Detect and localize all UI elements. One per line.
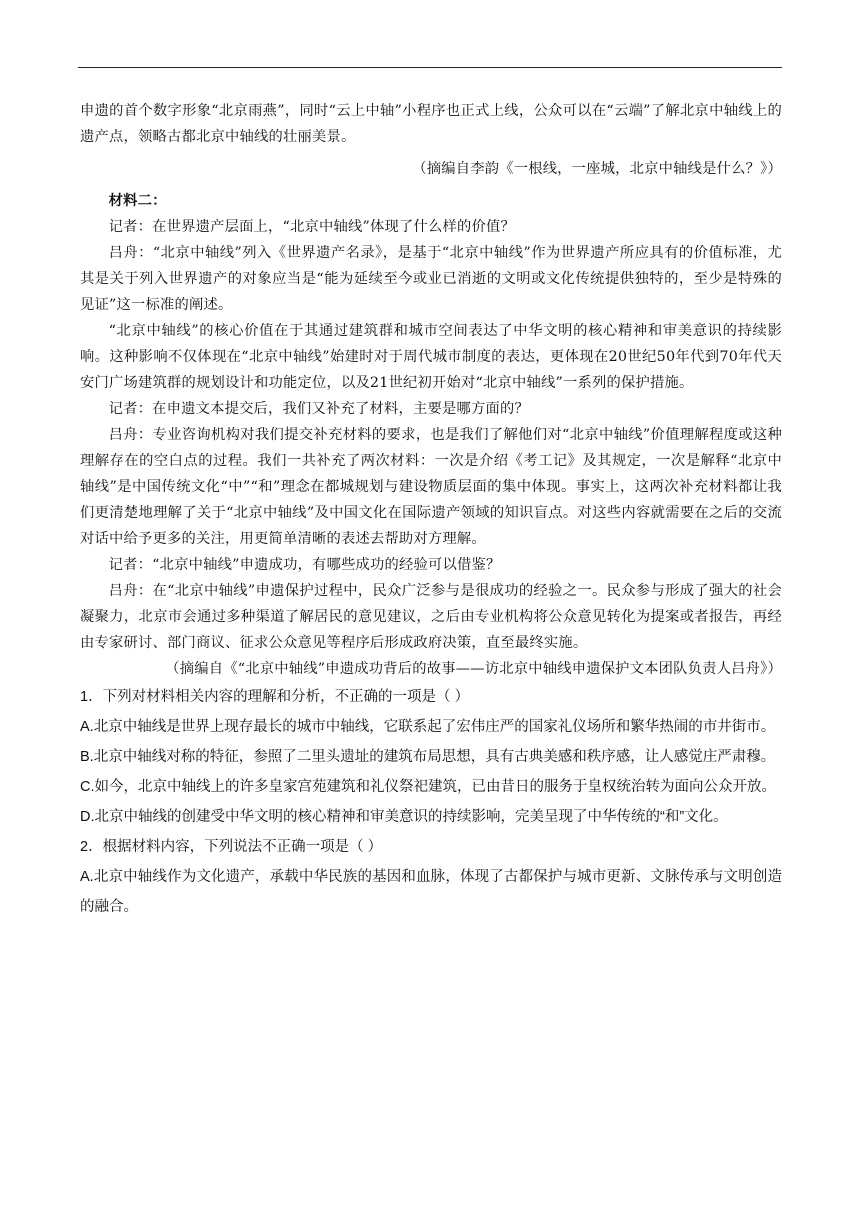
option-a: A.北京中轴线是世界上现存最长的城市中轴线，它联系起了宏伟庄严的国家礼仪场所和繁华热闹的市井街市。	[80, 719, 776, 735]
interview-question: 记者：“北京中轴线”申遗成功，有哪些成功的经验可以借鉴？	[108, 557, 501, 573]
question-1	[80, 682, 782, 832]
interview-answer: 吕舟：“北京中轴线”列入《世界遗产名录》，是基于“北京中轴线”作为世界遗产所应具有的价值标准，尤其是关于列入世界遗产的对象应当是“能为延续至今或业已消逝的文明或文化传统提供独特的，至少是特殊的见证”这一标准的阐述。	[80, 245, 782, 313]
interview-answer: 吕舟：在“北京中轴线”申遗保护过程中，民众广泛参与是很成功的经验之一。民众参与形成了强大的社会凝聚力，北京市会通过多种渠道了解居民的意见建议，之后由专业机构将公众意见转化为提案或者报告，再经由专家研讨、部门商议、征求公众意见等程序后形成政府决策，直至最终实施。	[80, 583, 782, 651]
interview-answer: 吕舟：专业咨询机构对我们提交补充材料的要求，也是我们了解他们对“北京中轴线”价值理解程度或这种理解存在的空白点的过程。我们一共补充了两次材料：一次是介绍《考工记》及其规定，一次是解释“北京中轴线”是中国传统文化“中”“和”理念在都城规划与建设物质层面的集中体现。事实上，这两次补充材料都让我们更清楚地理解了关于“北京中轴线”及中国文化在国际遗产领域的知识盲点。对这些内容就需要在之后的交流对话中给予更多的关注，用更简单清晰的表述去帮助对方理解。	[80, 427, 782, 547]
question-stem: 1．下列对材料相关内容的理解和分析，不正确的一项是（ ）	[80, 689, 470, 705]
material2-source: （摘编自《“北京中轴线”申遗成功背后的故事——访北京中轴线申遗保护文本团队负责人吕舟》）	[165, 661, 782, 677]
option-c: C.如今，北京中轴线上的许多皇家宫苑建筑和礼仪祭祀建筑，已由昔日的服务于皇权统治转为面向公众开放。	[80, 779, 776, 795]
option-b: B.北京中轴线对称的特征，参照了二里头遗址的建筑布局思想，具有古典美感和秩序感，让人感觉庄严肃穆。	[80, 749, 776, 765]
material2-heading: 材料二：	[108, 193, 167, 209]
material1-continuation: 申遗的首个数字形象“北京雨燕”，同时“云上中轴”小程序也正式上线，公众可以在“云端”了解北京中轴线上的遗产点，领略古都北京中轴线的壮丽美景。	[80, 103, 782, 145]
question-2	[80, 832, 782, 922]
material1-source: （摘编自李韵《一根线，一座城，北京中轴线是什么？》）	[412, 161, 782, 177]
interview-answer: “北京中轴线”的核心价值在于其通过建筑群和城市空间表达了中华文明的核心精神和审美意识的持续影响。这种影响不仅体现在“北京中轴线”始建时对于周代城市制度的表达，更体现在20世纪50年代到70年代天安门广场建筑群的规划设计和功能定位，以及21世纪初开始对“北京中轴线”一系列的保护措施。	[80, 323, 782, 391]
interview-question: 记者：在申遗文本提交后，我们又补充了材料，主要是哪方面的？	[108, 401, 529, 417]
document-body	[80, 98, 782, 922]
option-d: D.北京中轴线的创建受中华文明的核心精神和审美意识的持续影响，完美呈现了中华传统的“和”文化。	[80, 809, 728, 825]
option-a: A.北京中轴线作为文化遗产，承载中华民族的基因和血脉，体现了古都保护与城市更新、文脉传承与文明创造的融合。	[80, 869, 782, 915]
header-rule	[78, 67, 782, 68]
interview-question: 记者：在世界遗产层面上，“北京中轴线”体现了什么样的价值？	[108, 219, 516, 235]
question-stem: 2．根据材料内容，下列说法不正确一项是（ ）	[80, 839, 383, 855]
